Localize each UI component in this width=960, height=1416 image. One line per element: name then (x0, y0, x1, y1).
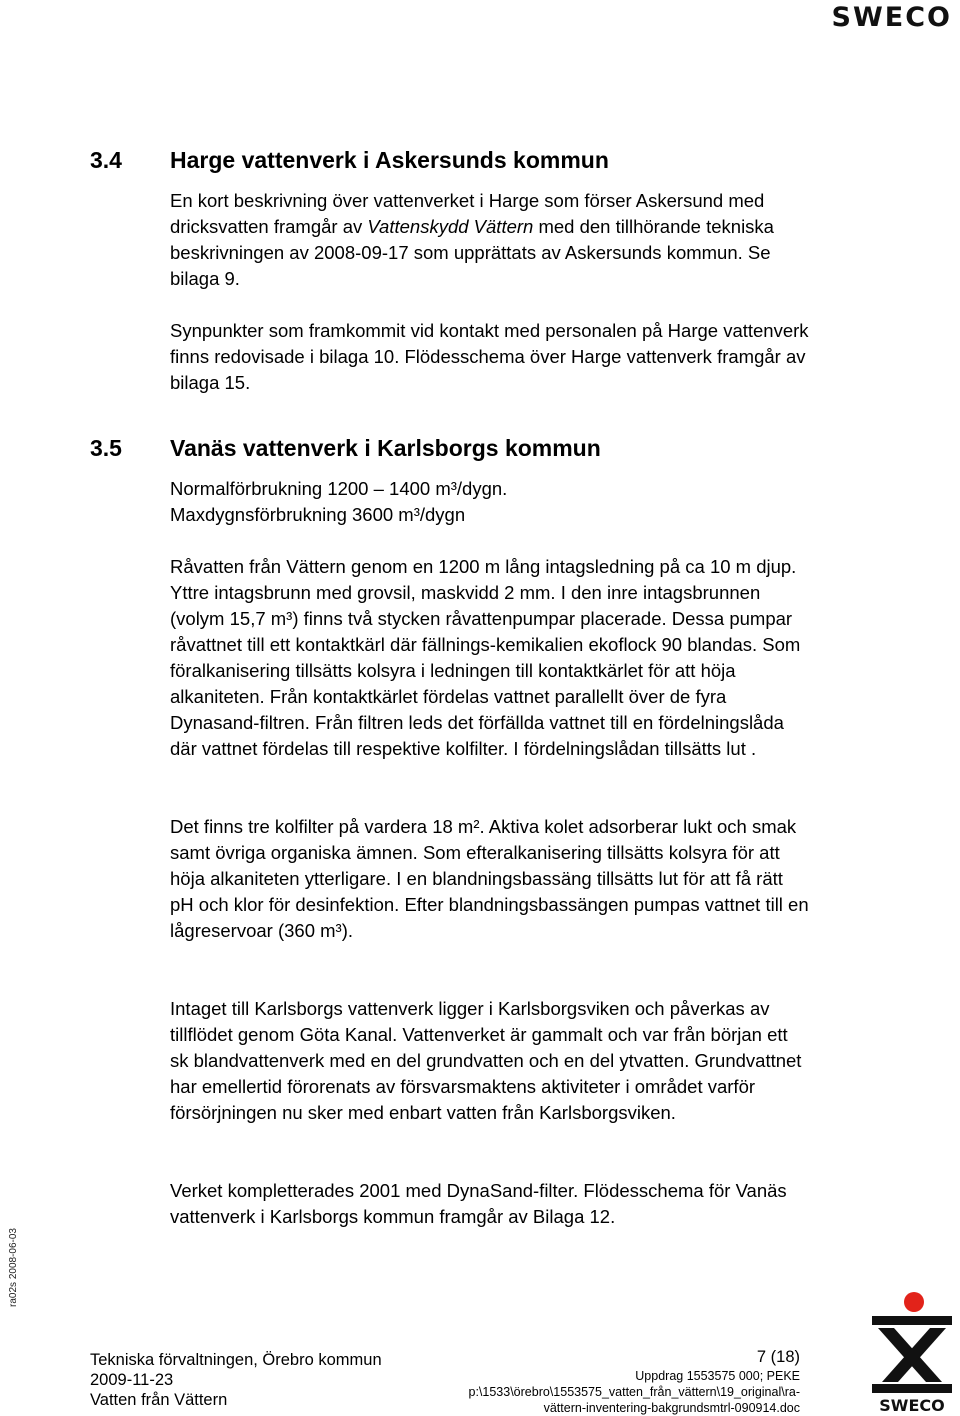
file-path-line1: p:\1533\örebro\1553575_vatten_från_vättern\19_original\ra- (468, 1385, 800, 1399)
section-number: 3.4 (90, 147, 122, 173)
paragraph-raw-water: Råvatten från Vättern genom en 1200 m lång intagsledning på ca 10 m djup. Yttre intagsbrunn med grovsil, maskvidd 2 mm. I den inre intagsbrunnen (volym 15,7 m³) finns två stycken råvattenpumpar placerade. Dessa pumpar råvattnet till ett kontaktkärl där fällnings-kemikalien ekoflock 90 blandas. Som föralkanisering tillsätts kolsyra i ledningen till kontaktkärlet för att höja alkaniteten. Från kontaktkärlet fördelas vattnet parallellt över de fyra Dynasand-filtren. Från filtren leds det förfällda vattnet till en fördelningslåda där vattnet fördelas till respektive kolfilter. I fördelningslådan tillsätts lut . (170, 556, 801, 759)
max-consumption: Maxdygnsförbrukning 3600 m³/dygn (170, 504, 466, 525)
footer-logo-text: SWECO (879, 1396, 945, 1413)
section-title: Harge vattenverk i Askersunds kommun (170, 147, 609, 173)
section-number: 3.5 (90, 435, 122, 461)
footer-project: Vatten från Vättern (90, 1391, 228, 1409)
italic-doc-title: Vattenskydd Vättern (367, 216, 534, 237)
footer-left (90, 1350, 382, 1410)
footer-right (469, 1346, 801, 1416)
file-path-line2: vättern-inventering-bakgrundsmtrl-090914.doc (543, 1401, 800, 1415)
paragraph-3-4-intro: En kort beskrivning över vattenverket i Harge som förser Askersund med dricksvatten framgår av Vattenskydd Vättern med den tillhörande tekniska beskrivningen av 2008-09-17 som upprättats av Askersunds kommun. Se bilaga 9. (170, 190, 774, 289)
page-number: 7 (18) (756, 1348, 800, 1366)
paragraph-carbon-filter: Det finns tre kolfilter på vardera 18 m². Aktiva kolet adsorberar lukt och smak samt övriga organiska ämnen. Som efteralkanisering tillsätts kolsyra för att höja alkaniteten ytterligare. I en blandningsbassäng tillsätts lut för att få rätt pH och klor för desinfektion. Efter blandningsbassängen pumpas vattnet till en lågreservoar (360 m³). (170, 816, 809, 941)
paragraph-intake: Intaget till Karlsborgs vattenverk ligger i Karlsborgsviken och påverkas av tillflödet genom Göta Kanal. Vattenverket är gammalt och var från början ett sk blandvattenverk med en del grundvatten och en del ytvatten. Grundvattnet har emellertid förorenats av försvarsmaktens aktiviteter i området varför försörjningen nu sker med enbart vatten från Karlsborgsviken. (170, 998, 802, 1123)
footer-organization: Tekniska förvaltningen, Örebro kommun (90, 1351, 382, 1369)
assignment-number: Uppdrag 1553575 000; PEKE (635, 1369, 800, 1383)
section-heading-3-4 (90, 146, 609, 174)
sweco-logo-icon (864, 1290, 960, 1413)
header-logo: SWECO (831, 2, 952, 33)
paragraph-completion: Verket kompletterades 2001 med DynaSand-filter. Flödesschema för Vanäs vattenverk i Karlsborgs kommun framgår av Bilaga 12. (170, 1180, 787, 1227)
normal-consumption: Normalförbrukning 1200 – 1400 m³/dygn. (170, 478, 508, 499)
section-heading-3-5 (90, 434, 601, 462)
footer-date: 2009-11-23 (90, 1371, 174, 1389)
section-title: Vanäs vattenverk i Karlsborgs kommun (170, 435, 601, 461)
template-side-note: ra02s 2008-06-03 (7, 1228, 19, 1307)
paragraph-3-4-feedback: Synpunkter som framkommit vid kontakt med personalen på Harge vattenverk finns redovisade i bilaga 10. Flödesschema över Harge vattenverk framgår av bilaga 15. (170, 320, 809, 393)
